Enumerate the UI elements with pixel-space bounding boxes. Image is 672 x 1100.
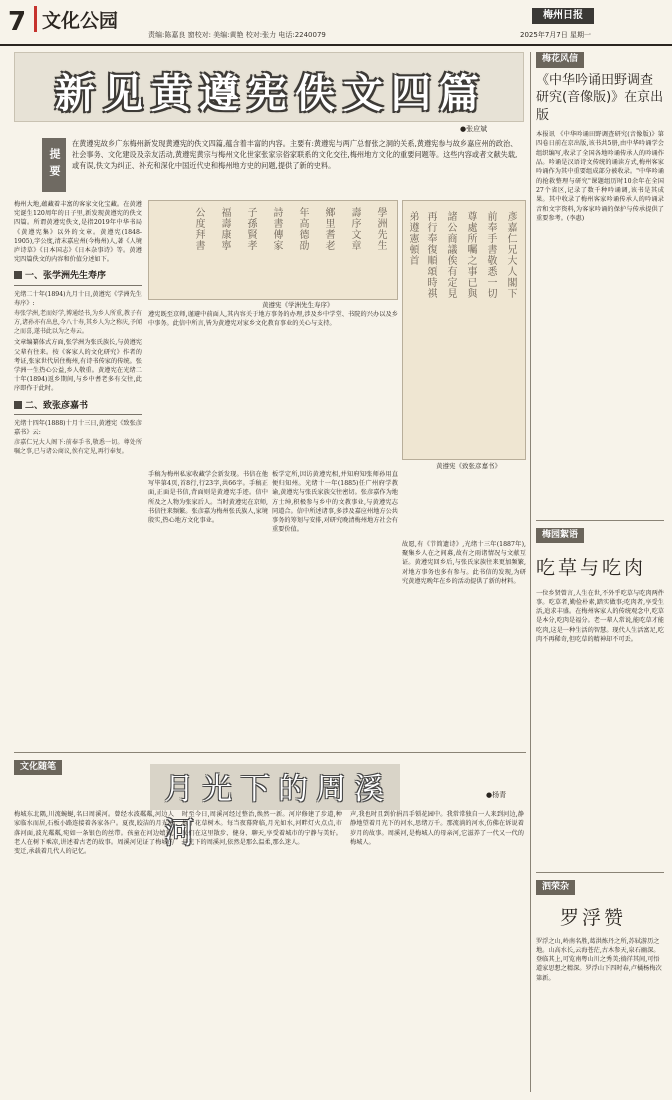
- issue-date: 2025年7月7日 星期一: [520, 31, 591, 39]
- calligraphy-stroke-icon: 諸公商議俟有定見: [445, 211, 456, 299]
- subheading-1-text: 一、张学洲先生寿序: [25, 271, 107, 282]
- main-column-top: [148, 310, 398, 465]
- sidebar-article-2: [536, 528, 664, 889]
- calligraphy-stroke-icon: 壽序文章: [349, 207, 360, 251]
- bottom-byline: ●杨青: [486, 791, 507, 799]
- sidebar-2-body: 一位乡贤曾言,人生在世,不外乎吃草与吃肉两件事。吃草者,勤俭朴素,踏实做事;吃肉者,享受生活,追求丰盛。在梅州客家人的传统观念中,吃草是本分,吃肉是福分。老一辈人常说,能吃草才能吃肉,这是一种生活的智慧。现代人生活富足,吃肉不再稀奇,但吃草的精神却不可丢。: [536, 589, 664, 644]
- abstract-text: 在黄遵宪故乡广东梅州新发现黄遵宪的佚文四篇,蕴含着丰富的内容。主要有:黄遵宪与两广总督张之洞的关系,黄遵宪参与故乡嘉应州的政治、社会事务、文化建设及亲友活动,黄遵宪黄宗与梅州文化世家张家宗俗家联系的文化交往,梅州地方文化的重要问题等。这些内容或者文献失载,或有误,佚文为纠正、补充和深化中国近代史和梅州地方史的问题,提供了新的史料。: [72, 139, 518, 171]
- main-headline: 新见黄遵宪佚文四篇: [55, 71, 487, 117]
- subheading-marker-icon: [14, 401, 22, 409]
- paper-logo: 梅州日报: [532, 8, 594, 24]
- calligraphy-stroke-icon: 子孫賢孝: [245, 207, 256, 251]
- main-column-4: [402, 540, 526, 740]
- calligraphy-stroke-icon: 詩書傳家: [271, 207, 282, 251]
- sidebar-article-1: [536, 52, 664, 468]
- sidebar-divider: [530, 52, 531, 1092]
- sidebar-1-body: 本报讯 《中华吟诵田野调查研究(音像版)》第四卷日前在京出版,该书共5册,由中华吟诵学会组织编写,收录了全国各地吟诵传承人的吟诵作品。吟诵是汉语诗文传统的诵读方式,梅州客家吟诵作为其中重要组成部分被收录。"中华吟诵的抢救整理与研究"课题组历时10余年在全国27个省区,记录了数千种吟诵调,该书是其成果。其中收录了梅州客家吟诵传承人的吟诵录音和文字资料,为客家吟诵的保护与传承提供了重要参考。(李惠): [536, 131, 664, 222]
- image-caption-1: 黄遵宪《学洲先生寿序》: [262, 301, 334, 309]
- calligraphy-stroke-icon: 公度拜書: [193, 207, 204, 251]
- calligraphy-image-1: [148, 200, 398, 300]
- sidebar-2-title: 吃草与吃肉: [536, 557, 647, 580]
- calligraphy-image-2: [402, 200, 526, 460]
- column-2-text: 手稿为梅州私家收藏学会新发现。书信在他写毕第4页,首8行,行23字,共66字。手稿正面,正面是书信,背面则是黄遵宪手迹。信中所及之人物为张家后人。当时黄遵宪在京师,书信往来频繁。张彦嘉为梅州张氏族人,家境殷实,热心地方文化事业。: [148, 471, 268, 524]
- image-caption-2: 黄遵宪《致张彦嘉书》: [436, 462, 501, 470]
- sidebar-divider-2: [536, 872, 664, 873]
- sidebar-divider-1: [536, 520, 664, 521]
- sidebar-article-3: [536, 880, 664, 1100]
- calligraphy-stroke-icon: 再行奉復順頌時祺: [425, 211, 436, 299]
- bottom-section-tag: 文化随笔: [14, 760, 62, 775]
- bottom-column-1: 梅城东北隅,川流蜿蜒,名曰周溪河。曾经水波粼粼,河边人家临水而居,石板小路连接着各家各户。夏夜,皎洁的月光洒落河面,波光粼粼,宛如一条银色的丝带。孩童在河边嬉戏,老人在树下乘凉,讲述着古老的故事。周溪河见证了梅城的变迁,承载着几代人的记忆。: [14, 811, 174, 856]
- main-headline-banner: [14, 52, 524, 122]
- top-column-text: 遵宪既至京师,谨避中前面人,其内容关于地方事务的办理,涉及乡中学堂、书院的兴办以及乡中事务。此信中所言,皆为黄遵宪对家乡文化教育事业的关心与支持。: [148, 311, 398, 328]
- calligraphy-stroke-icon: 尊處所囑之事已與: [465, 211, 476, 299]
- calligraphy-stroke-icon: 弟遵憲頓首: [407, 211, 418, 266]
- abstract-label: 提要: [42, 138, 66, 192]
- calligraphy-stroke-icon: 鄉里耆老: [323, 207, 334, 251]
- column-3-text: 板学定所,因访黄遵宪相,并知府知张师孙用直便归知州。光绪十一年(1885)任广州府学教谕,黄遵宪与张氏家族交往密切。张彦嘉作为地方士绅,积极参与乡中的文教事业,与黄遵宪志同道合。信中所述诸事,多涉及嘉应州地方公共事务的筹划与安排,对研究晚清梅州地方社会有重要价值。: [272, 471, 398, 534]
- bottom-column-2: 时至今日,周溪河经过整治,焕然一新。河岸修建了步道,种植了花草树木。每当夜幕降临,月光如水,河畔灯火点点,市民们在这里散步、健身、聊天,享受着城市的宁静与美好。月光下的周溪河,依然是那么温柔,那么迷人。: [182, 811, 342, 846]
- sidebar-1-title: 《中华吟诵田野调查研究(音像版)》在京出版: [536, 72, 664, 123]
- section-2-text: 光绪十四年(1888)十月十三日,黄遵宪《致张彦嘉书》云:: [14, 419, 142, 436]
- sidebar-3-tag: 泗荣杂: [536, 880, 575, 895]
- section-1-text-2: 文章编纂体式方面,张学洲为张氏族长,与黄遵宪父辈有往来。按《客家人的文化研究》作者的考证,张家世代居住梅州,有诗书传家的传统。张学洲一生热心公益,乡人敬重。黄遵宪在光绪二十年(1894)返乡期间,与乡中耆老多有交往,此序即作于此时。: [14, 339, 142, 393]
- sidebar-3-body: 罗浮之山,岭南名胜,葛洪炼丹之所,苏轼游历之地。山高水长,云海苍茫,古木参天,泉石幽深。登临其上,可览南粤山川之秀美;徜徉其间,可悟道家思想之精深。罗浮山下四时春,卢橘杨梅次第新。: [536, 937, 662, 982]
- sidebar-3-title: 罗浮赞: [560, 907, 627, 930]
- calligraphy-stroke-icon: 年高德劭: [297, 207, 308, 251]
- main-column-2: [148, 470, 268, 740]
- column-4-text: 故愿,有《节简遗诗》,光绪十三年(1887年),聚集乡人在之间募,故有之雨诸情况与文献互证。黄遵宪回乡后,与张氏家族往来更加频繁,对地方事务也多有参与。此书信的发现,为研究黄遵宪晚年在乡的活动提供了新的材料。: [402, 541, 526, 585]
- calligraphy-stroke-icon: 彥嘉仁兄大人閣下: [505, 211, 516, 299]
- section-2-quote: 彦嘉仁兄大人阁下:前奉手书,敬悉一切。尊处所嘱之事,已与诸公商议,俟有定见,再行奉复。: [14, 439, 142, 456]
- masthead: [0, 0, 672, 46]
- sidebar-2-tag: 梅园絮语: [536, 528, 584, 543]
- bottom-headline: 月光下的周溪河: [164, 772, 392, 851]
- section-1-text: 光绪二十年(1894)九月十日,黄遵宪《学洲先生寿序》:: [14, 290, 142, 307]
- subheading-2: [14, 400, 142, 415]
- main-column-3: [272, 470, 398, 740]
- editor-credits: 责编:陈嘉良 窗校对: 美编:黄艳 校对:张力 电话:2240079: [148, 31, 326, 39]
- subheading-1: [14, 270, 142, 285]
- calligraphy-stroke-icon: 學洲先生: [375, 207, 386, 251]
- calligraphy-stroke-icon: 前奉手書敬悉一切: [485, 211, 496, 299]
- subheading-marker-icon: [14, 271, 22, 279]
- sidebar-1-tag: 梅花风信: [536, 52, 584, 68]
- main-byline: ●张应斌: [460, 125, 488, 133]
- calligraphy-stroke-icon: 福壽康寧: [219, 207, 230, 251]
- page-number: 7: [8, 7, 27, 37]
- bottom-column-3: 声,我也时且到价捐昌手锁花园中。我常常独自一人来到河边,静静地望着月光下的河水,思绪万千。那流淌的河水,仿佛在诉说着岁月的故事。周溪河,是梅城人的母亲河,它滋养了一代又一代的梅城人。: [350, 811, 524, 846]
- subheading-2-text: 二、致张彦嘉书: [25, 400, 89, 411]
- intro-paragraph: 梅州大地,蕴藏着丰富的客家文化宝藏。在黄遵宪诞生120周年的日子里,新发现黄遵宪的佚文四篇。所谓黄遵宪佚文,是指2019年中华书局《黄遵宪集》以外的文章。黄遵宪(1848-1905),字公度,清末嘉应州(今梅州)人,著《人境庐诗草》《日本国志》《日本杂事诗》等。黄遵宪四篇佚文的内容和价值分述如下。: [14, 201, 142, 264]
- section-title: 文化公园: [42, 10, 119, 32]
- main-column-1: [14, 200, 142, 740]
- story-divider: [14, 752, 526, 753]
- section-divider: [34, 6, 37, 32]
- section-1-quote: 寿张学洲,老而好学,博通经书,为乡人所重,教子有方,诸孙亦有出息,今八十寿,其乡人为之称庆,予闻之而喜,遂书此以为之寿云。: [14, 309, 142, 335]
